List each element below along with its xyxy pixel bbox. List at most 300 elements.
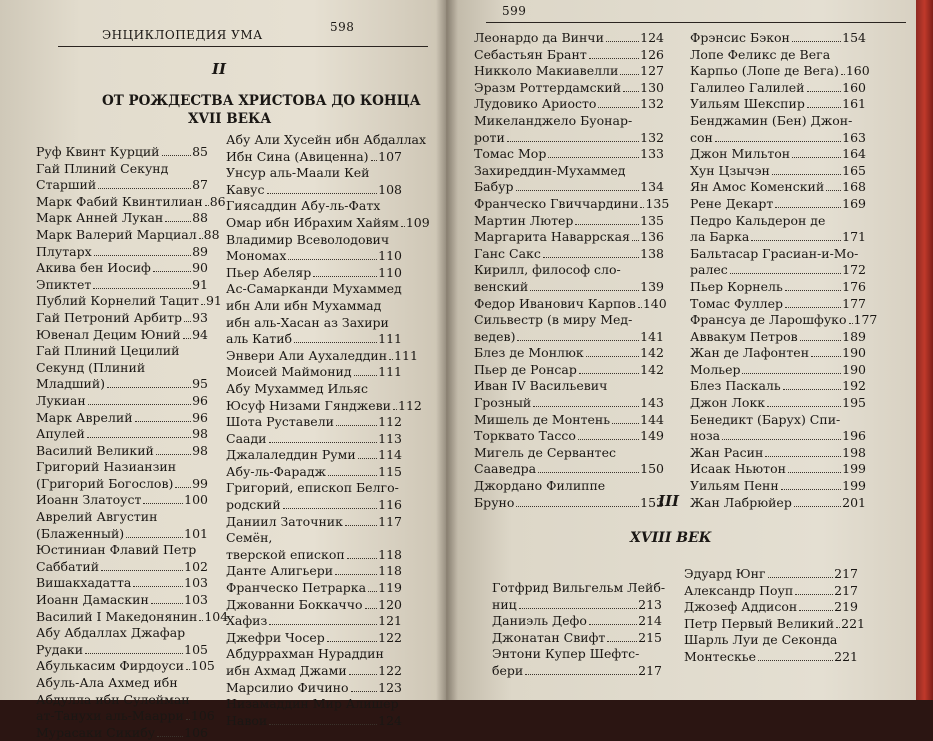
toc-leader-dots — [730, 273, 841, 274]
toc-entry-name: Абу Али Хусейн ибн Абдаллах — [226, 132, 427, 147]
toc-entry — [36, 526, 208, 543]
toc-leader-dots — [533, 406, 639, 407]
toc-entry-name: Уильям Пенн — [690, 478, 779, 494]
toc-entry-page: 165 — [842, 162, 866, 178]
toc-leader-dots — [765, 456, 841, 457]
toc-entry-page: 91 — [205, 293, 222, 309]
toc-entry-name: Джон Локк — [690, 395, 766, 411]
toc-leader-dots — [623, 91, 639, 92]
toc-entry-name: Федор Иванович Карпов — [474, 295, 636, 311]
toc-entry-page: 86 — [209, 193, 226, 209]
toc-leader-dots — [826, 190, 841, 191]
toc-entry — [226, 530, 402, 547]
toc-entry — [474, 362, 664, 379]
toc-entry — [36, 144, 208, 161]
toc-entry-name: Пьер Абеляр — [226, 264, 312, 280]
toc-entry-name: ибн Али ибн Мухаммад — [226, 297, 382, 313]
toc-leader-dots — [267, 193, 378, 194]
toc-entry-page: 201 — [842, 494, 866, 510]
toc-entry-page: 199 — [842, 461, 866, 477]
left-page — [0, 0, 446, 740]
toc-entry-name: Мигель де Сервантес — [474, 444, 616, 460]
toc-entry-page: 192 — [842, 378, 866, 394]
toc-entry-page: 190 — [842, 361, 866, 377]
toc-entry — [690, 179, 866, 196]
toc-entry — [690, 30, 866, 47]
toc-entry-page: 114 — [378, 447, 402, 463]
toc-entry-name: Гай Плиний Секунд — [36, 160, 169, 176]
section-title-line1: ОТ РОЖДЕСТВА ХРИСТОВА ДО КОНЦА — [102, 93, 421, 109]
toc-entry-name: Гиясаддин Абу-ль-Фатх — [226, 198, 381, 214]
toc-leader-dots — [607, 641, 637, 642]
toc-entry — [690, 378, 866, 395]
running-head: ЭНЦИКЛОПЕДИЯ УМА — [102, 28, 263, 42]
toc-entry-name: Франческо Петрарка — [226, 580, 367, 596]
toc-entry-name: Пьер Корнель — [690, 278, 783, 294]
toc-entry — [36, 592, 208, 609]
toc-entry-page: 116 — [378, 497, 402, 513]
toc-entry — [690, 445, 866, 462]
toc-entry-name: Хафиз — [226, 613, 268, 629]
toc-leader-dots — [589, 624, 637, 625]
toc-column-left-1 — [36, 144, 229, 741]
toc-entry-page: 101 — [184, 525, 208, 541]
toc-entry — [226, 331, 402, 348]
toc-entry-name: Марсилио Фичино — [226, 679, 349, 695]
toc-leader-dots — [781, 489, 841, 490]
header-rule — [58, 46, 428, 47]
right-page — [446, 0, 916, 700]
toc-entry — [36, 675, 208, 692]
toc-entry — [226, 132, 427, 149]
toc-entry — [690, 478, 866, 495]
toc-entry-name: Энвери Али Аухаледдин — [226, 347, 388, 363]
toc-entry — [474, 495, 664, 512]
toc-entry — [226, 497, 402, 514]
toc-entry-page: 154 — [842, 30, 866, 45]
toc-entry-page: 106 — [184, 724, 208, 740]
toc-column-s3-2 — [684, 566, 865, 666]
toc-entry-name: Джефри Чосер — [226, 629, 325, 645]
toc-leader-dots — [143, 503, 183, 504]
toc-entry — [474, 312, 664, 329]
red-backdrop — [916, 0, 933, 700]
toc-leader-dots — [792, 41, 841, 42]
toc-entry — [474, 478, 664, 495]
section-numeral-3: III — [658, 492, 680, 510]
toc-leader-dots — [598, 107, 639, 108]
toc-leader-dots — [88, 404, 191, 405]
toc-entry-page: 111 — [378, 364, 402, 380]
toc-entry-name: Гай Плиний Цецилий — [36, 343, 180, 359]
toc-entry — [474, 163, 664, 180]
toc-entry-name: Абулькасим Фирдоуси — [36, 658, 185, 674]
toc-entry — [684, 583, 858, 600]
toc-leader-dots — [157, 736, 183, 737]
toc-entry-page: 196 — [842, 428, 866, 444]
toc-entry-page: 111 — [394, 347, 418, 363]
toc-entry — [690, 412, 866, 429]
toc-entry-page: 91 — [192, 276, 208, 292]
toc-leader-dots — [349, 674, 377, 675]
toc-entry-name: Готфрид Вильгельм Лейб- — [492, 580, 666, 595]
toc-entry — [492, 663, 662, 680]
toc-entry-name: сон — [690, 129, 713, 145]
toc-entry — [226, 597, 402, 614]
toc-entry-name: ла Барка — [690, 229, 750, 245]
toc-column-s3-1 — [492, 580, 666, 680]
toc-entry-name: (Блаженный) — [36, 525, 125, 541]
toc-entry — [36, 658, 215, 675]
toc-entry-page: 134 — [640, 179, 664, 195]
toc-entry-page: 169 — [842, 195, 866, 211]
toc-entry — [684, 649, 858, 666]
toc-entry-page: 177 — [842, 295, 866, 311]
toc-entry-name: Монтескье — [684, 648, 756, 664]
toc-entry-page: 98 — [192, 442, 208, 458]
toc-entry-name: Джованни Боккаччо — [226, 596, 363, 612]
toc-entry — [474, 96, 664, 113]
toc-entry-page: 150 — [640, 461, 664, 477]
toc-entry-name: аль Катиб — [226, 331, 293, 347]
toc-entry-name: Василий I Македонянин — [36, 608, 198, 624]
toc-leader-dots — [389, 359, 393, 360]
toc-entry — [226, 447, 402, 464]
toc-entry-page: 118 — [378, 546, 402, 562]
toc-entry-name: Данте Алигьери — [226, 563, 334, 579]
toc-leader-dots — [586, 356, 639, 357]
toc-entry-name: Кавус — [226, 181, 265, 197]
toc-entry-name: Блез де Монлюк — [474, 345, 584, 361]
toc-entry — [226, 613, 402, 630]
toc-entry — [690, 163, 866, 180]
toc-entry — [690, 196, 866, 213]
toc-entry-page: 198 — [842, 444, 866, 460]
toc-leader-dots — [638, 307, 642, 308]
toc-entry-page: 105 — [191, 658, 215, 674]
toc-entry-name: Джалаледдин Руми — [226, 447, 356, 463]
toc-entry-page: 96 — [192, 409, 208, 425]
toc-entry-page: 221 — [834, 648, 858, 664]
toc-entry — [36, 161, 208, 178]
toc-leader-dots — [294, 342, 377, 343]
toc-entry-name: Леонардо да Винчи — [474, 30, 604, 45]
toc-entry-name: Блез Паскаль — [690, 378, 781, 394]
toc-entry-name: Василий Великий — [36, 442, 154, 458]
toc-leader-dots — [87, 437, 191, 438]
toc-entry-name: Шота Руставели — [226, 414, 334, 430]
toc-entry — [474, 30, 664, 47]
toc-entry-name: Галилео Галилей — [690, 79, 805, 95]
toc-entry — [36, 376, 208, 393]
toc-entry — [474, 179, 664, 196]
toc-entry-name: Франсуа де Ларошфуко — [690, 312, 847, 328]
toc-entry-page: 106 — [190, 708, 215, 724]
toc-entry — [36, 725, 208, 741]
toc-leader-dots — [578, 439, 639, 440]
toc-leader-dots — [393, 409, 397, 410]
toc-entry — [36, 642, 208, 659]
toc-leader-dots — [800, 340, 842, 341]
toc-entry-page: 199 — [842, 478, 866, 494]
toc-entry-page: 217 — [834, 566, 858, 581]
toc-entry-name: Никколо Макиавелли — [474, 63, 619, 79]
toc-entry-name: Грозный — [474, 395, 532, 411]
toc-entry-name: Плутарх — [36, 243, 92, 259]
toc-entry — [690, 63, 870, 80]
toc-column-left-2 — [226, 132, 430, 729]
toc-entry-page: 109 — [405, 214, 430, 230]
toc-entry-page: 139 — [640, 278, 664, 294]
toc-entry — [690, 246, 866, 263]
toc-leader-dots — [772, 174, 841, 175]
toc-leader-dots — [133, 586, 183, 587]
toc-entry-name: Энтони Купер Шефтс- — [492, 646, 640, 662]
toc-entry-name: Эдуард Юнг — [684, 566, 766, 581]
toc-leader-dots — [156, 454, 191, 455]
toc-entry — [36, 542, 208, 559]
toc-entry-name: Бенедикт (Барух) Спи- — [690, 411, 841, 427]
toc-entry-page: 160 — [845, 63, 870, 79]
toc-entry-page: 215 — [638, 629, 662, 645]
toc-entry-page: 112 — [378, 414, 402, 430]
toc-leader-dots — [269, 442, 378, 443]
toc-entry — [690, 428, 866, 445]
toc-leader-dots — [530, 290, 639, 291]
toc-entry-name: Младший) — [36, 376, 106, 392]
toc-entry — [690, 146, 866, 163]
toc-entry-name: ведев) — [474, 328, 516, 344]
toc-entry-page: 219 — [834, 599, 858, 615]
toc-leader-dots — [538, 472, 639, 473]
toc-entry — [474, 279, 664, 296]
toc-entry-page: 119 — [378, 580, 402, 596]
toc-entry — [36, 575, 208, 592]
toc-entry — [474, 345, 664, 362]
toc-entry-name: Иван IV Васильевич — [474, 378, 608, 394]
toc-entry-name: Эразм Роттердамский — [474, 79, 622, 95]
toc-entry — [36, 360, 208, 377]
toc-entry-name: Публий Корнелий Тацит — [36, 293, 199, 309]
toc-entry-name: Омар ибн Ибрахим Хайям — [226, 214, 399, 230]
toc-entry-page: 217 — [834, 582, 858, 598]
toc-leader-dots — [358, 458, 377, 459]
toc-leader-dots — [269, 724, 377, 725]
toc-entry-name: Захиреддин-Мухаммед — [474, 162, 626, 178]
toc-leader-dots — [612, 423, 639, 424]
toc-entry-page: 132 — [640, 96, 664, 112]
toc-entry — [690, 461, 866, 478]
toc-entry — [226, 713, 402, 730]
toc-entry-page: 133 — [640, 146, 664, 162]
toc-leader-dots — [579, 373, 639, 374]
toc-entry-page: 105 — [184, 641, 208, 657]
toc-entry — [36, 492, 208, 509]
toc-leader-dots — [620, 74, 639, 75]
toc-entry — [474, 113, 664, 130]
toc-leader-dots — [288, 259, 377, 260]
toc-entry-page: 168 — [842, 179, 866, 195]
toc-entry-page: 123 — [378, 679, 402, 695]
toc-entry-name: Джон Мильтон — [690, 146, 791, 162]
toc-entry-name: Саббатий — [36, 558, 100, 574]
toc-leader-dots — [767, 406, 841, 407]
toc-entry-name: Мурасаки Сикибу — [36, 724, 156, 740]
toc-entry — [226, 198, 402, 215]
toc-entry-page: 99 — [192, 475, 208, 491]
toc-entry — [226, 315, 402, 332]
toc-entry — [36, 459, 208, 476]
toc-entry-name: Ян Амос Коменский — [690, 179, 825, 195]
toc-entry — [474, 213, 664, 230]
toc-leader-dots — [368, 591, 377, 592]
toc-entry — [226, 149, 402, 166]
toc-entry-page: 100 — [184, 492, 208, 508]
toc-entry-name: Микеланджело Буонар- — [474, 112, 633, 128]
toc-entry-page: 96 — [192, 392, 208, 408]
toc-leader-dots — [153, 271, 191, 272]
toc-entry — [36, 476, 208, 493]
toc-entry-name: Марк Анней Лукан — [36, 210, 164, 226]
toc-entry-name: ат-Танухи аль-Маарри — [36, 708, 184, 724]
toc-entry — [226, 547, 402, 564]
toc-leader-dots — [795, 594, 833, 595]
toc-entry-name: Апулей — [36, 426, 85, 442]
toc-entry — [36, 608, 229, 626]
toc-leader-dots — [640, 207, 644, 208]
toc-entry-page: 217 — [638, 662, 662, 678]
toc-entry-page: 190 — [842, 345, 866, 361]
toc-entry-name: Пьер де Ронсар — [474, 361, 577, 377]
toc-entry-name: Марк Валерий Марциал — [36, 226, 197, 242]
toc-entry-name: Секунд (Плиний — [36, 359, 146, 375]
toc-entry-page: 135 — [640, 212, 664, 228]
toc-leader-dots — [768, 577, 834, 578]
toc-entry-page: 85 — [192, 144, 208, 159]
toc-entry — [474, 395, 664, 412]
toc-entry — [226, 563, 402, 580]
toc-entry — [36, 692, 208, 709]
toc-leader-dots — [199, 620, 203, 621]
toc-entry-name: Иоанн Златоуст — [36, 492, 142, 508]
toc-entry-name: ралес — [690, 262, 728, 278]
toc-entry — [226, 182, 402, 199]
toc-entry-page: 130 — [640, 79, 664, 95]
toc-entry-page: 161 — [842, 96, 866, 112]
toc-entry-name: Карпьо (Лопе де Вега) — [690, 63, 839, 79]
toc-entry-page: 104 — [204, 608, 229, 624]
toc-entry — [474, 63, 664, 80]
toc-entry — [474, 461, 664, 478]
toc-leader-dots — [126, 537, 183, 538]
toc-leader-dots — [401, 226, 405, 227]
toc-entry-name: Даниил Заточник — [226, 513, 343, 529]
toc-entry-page: 117 — [378, 513, 402, 529]
toc-entry — [36, 625, 208, 642]
toc-entry-name: Марк Фабий Квинтилиан — [36, 193, 203, 209]
toc-entry — [36, 277, 208, 294]
toc-entry — [36, 293, 222, 310]
toc-entry-page: 88 — [192, 210, 208, 226]
toc-entry-name: Ибн Сина (Авиценна) — [226, 148, 369, 164]
toc-leader-dots — [751, 240, 841, 241]
toc-entry-name: Фрэнсис Бэкон — [690, 30, 790, 45]
toc-entry-name: Эпиктет — [36, 276, 92, 292]
toc-entry-name: Мишель де Монтень — [474, 411, 611, 427]
toc-entry — [492, 580, 666, 597]
toc-leader-dots — [632, 240, 639, 241]
toc-entry-name: тверской епископ — [226, 546, 345, 562]
toc-entry-page: 124 — [378, 712, 402, 728]
section-title-3: XVIII ВЕК — [630, 530, 712, 546]
toc-entry-page: 118 — [378, 563, 402, 579]
toc-leader-dots — [199, 238, 203, 239]
toc-leader-dots — [722, 439, 841, 440]
toc-leader-dots — [792, 157, 841, 158]
toc-leader-dots — [371, 160, 378, 161]
toc-leader-dots — [201, 304, 205, 305]
toc-entry-name: Хун Цзычэн — [690, 162, 770, 178]
toc-entry-page: 93 — [192, 309, 208, 325]
toc-entry — [36, 708, 215, 725]
toc-entry-name: Рене Декарт — [690, 195, 774, 211]
toc-leader-dots — [85, 653, 183, 654]
toc-entry-name: Лукиан — [36, 392, 86, 408]
toc-entry-name: Исаак Ньютон — [690, 461, 786, 477]
toc-entry — [474, 428, 664, 445]
toc-entry — [474, 229, 664, 246]
toc-entry-name: Унсур аль-Маали Кей — [226, 165, 370, 181]
toc-entry — [474, 295, 667, 313]
toc-leader-dots — [516, 506, 639, 507]
toc-entry — [226, 298, 402, 315]
toc-entry — [474, 412, 664, 429]
toc-entry — [226, 248, 402, 265]
toc-entry-name: ибн аль-Хасан аз Захири — [226, 314, 389, 330]
toc-leader-dots — [351, 691, 378, 692]
toc-entry-name: ноза — [690, 428, 721, 444]
toc-entry-name: Петр Первый Великий — [684, 615, 835, 631]
toc-entry-name: Акива бен Иосиф — [36, 260, 151, 276]
toc-entry-name: Жан Лабрюйер — [690, 494, 792, 510]
toc-entry-name: Навои — [226, 712, 268, 728]
toc-entry-name: Бруно — [474, 494, 515, 510]
toc-leader-dots — [269, 624, 377, 625]
toc-leader-dots — [135, 421, 192, 422]
toc-leader-dots — [543, 257, 639, 258]
toc-leader-dots — [807, 91, 842, 92]
toc-entry — [226, 646, 402, 663]
toc-entry — [690, 495, 866, 512]
toc-entry-page: 164 — [842, 146, 866, 162]
toc-entry-name: ибн Ахмад Джами — [226, 663, 347, 678]
toc-entry-page: 115 — [378, 463, 402, 479]
toc-entry-page: 110 — [378, 264, 402, 280]
toc-entry-page: 122 — [378, 663, 402, 678]
toc-entry-name: Маргарита Наваррская — [474, 229, 630, 245]
toc-entry-name: Лопе Феликс де Вега — [690, 46, 831, 62]
toc-entry-name: Ювенал Децим Юний — [36, 326, 181, 342]
toc-entry-name: Лудовико Ариосто — [474, 96, 597, 112]
toc-entry-page: 113 — [378, 430, 402, 446]
toc-leader-dots — [575, 224, 639, 225]
toc-entry-name: Шарль Луи де Секонда — [684, 632, 838, 648]
toc-entry — [226, 663, 402, 680]
toc-leader-dots — [165, 221, 191, 222]
toc-entry — [226, 696, 402, 713]
toc-entry — [226, 630, 402, 647]
toc-entry — [690, 395, 866, 412]
